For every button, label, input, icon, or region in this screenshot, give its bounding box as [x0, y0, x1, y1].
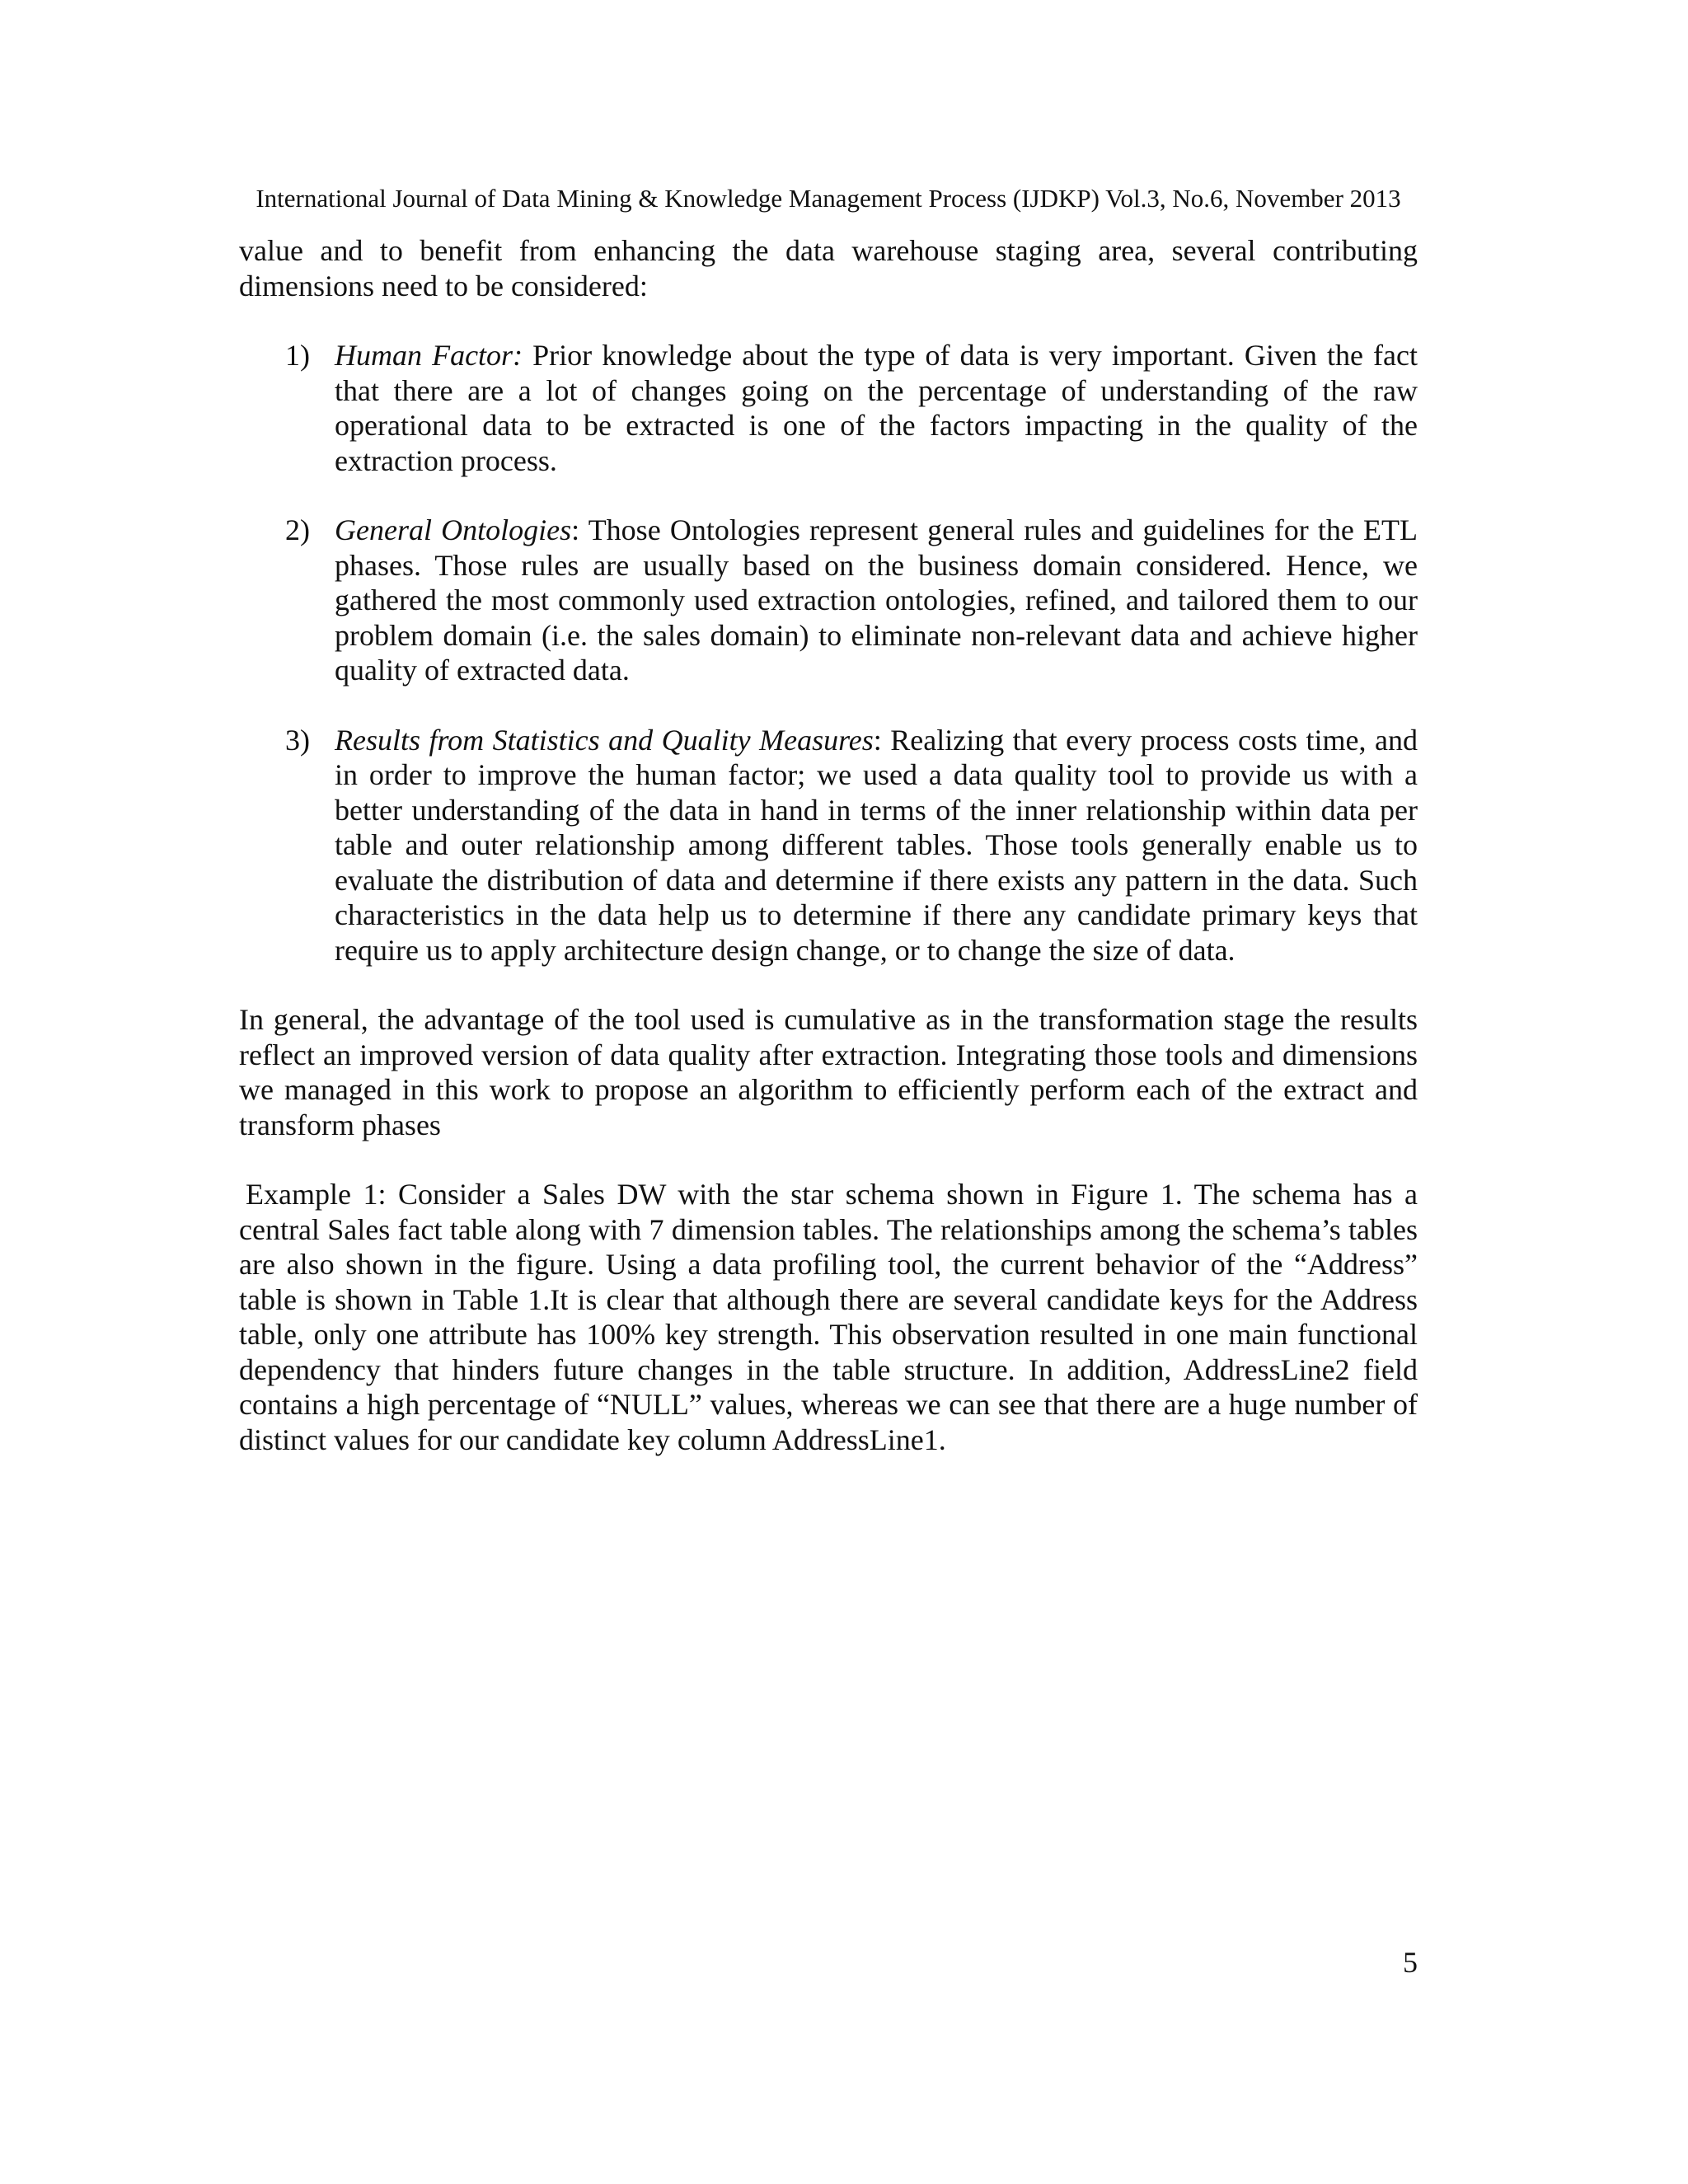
body-text: [239, 233, 1418, 1457]
running-header: International Journal of Data Mining & Knowledge Management Process (IJDKP) Vol.3, No.6, November 2013: [256, 184, 1401, 213]
paragraph-spacer: [239, 303, 1418, 338]
list-item-results-statistics: [239, 723, 1418, 968]
list-number: 3): [285, 723, 310, 757]
paragraph-spacer: [239, 1142, 1418, 1177]
paragraph-spacer: [239, 688, 1418, 723]
list-item-body: : Realizing that every process costs time, and in order to improve the human factor; we used a data quality tool to provide us with a better understanding of the data in hand in terms of the inner relationship within data per table and outer relationship among different tables. Those tools generally enable us to evaluate the distribution of data and determine if there exists any pattern in the data. Such characteristics in the data help us to determine if there any candidate primary keys that require us to apply architecture design change, or to change the size of data.: [335, 723, 1418, 967]
list-item-general-ontologies: [239, 513, 1418, 688]
list-item-human-factor: [239, 338, 1418, 478]
list-number: 1): [285, 339, 310, 372]
general-paragraph: In general, the advantage of the tool used is cumulative as in the transformation stage the results reflect an improved version of data quality after extraction. Integrating those tools and dimensions we managed in this work to propose an algorithm to efficiently perform each of the extract and transform phases: [239, 1003, 1418, 1141]
list-item-body: : Those Ontologies represent general rules and guidelines for the ETL phases. Those rules are usually based on the business domain considered. Hence, we gathered the most commonly used extraction ontologies, refined, and tailored them to our problem domain (i.e. the sales domain) to eliminate non-relevant data and achieve higher quality of extracted data.: [335, 513, 1418, 687]
paragraph-spacer: [239, 968, 1418, 1002]
intro-paragraph: value and to benefit from enhancing the data warehouse staging area, several contributing dimensions need to be considered:: [239, 234, 1418, 302]
list-item-text: [335, 723, 1418, 968]
list-item-text: [335, 338, 1418, 478]
page-number: 5: [1403, 1946, 1418, 1979]
list-number: 2): [285, 513, 310, 546]
paragraph-spacer: [239, 478, 1418, 513]
list-item-lead: Human Factor:: [335, 339, 523, 372]
example-paragraph: Example 1: Consider a Sales DW with the star schema shown in Figure 1. The schema has a central Sales fact table along with 7 dimension tables. The relationships among the schema’s tables are also shown in the figure. Using a data profiling tool, the current behavior of the “Address” table is shown in Table 1.It is clear that although there are several candidate keys for the Address table, only one attribute has 100% key strength. This observation resulted in one main functional dependency that hinders future changes in the table structure. In addition, AddressLine2 field contains a high percentage of “NULL” values, whereas we can see that there are a huge number of distinct values for our candidate key column AddressLine1.: [239, 1178, 1418, 1456]
list-item-text: [335, 513, 1418, 688]
list-item-lead: General Ontologies: [335, 513, 572, 546]
list-item-lead: Results from Statistics and Quality Measures: [335, 723, 874, 757]
list-item-body: Prior knowledge about the type of data is very important. Given the fact that there are a lot of changes going on the percentage of understanding of the raw operational data to be extracted is one of the factors impacting in the quality of the extraction process.: [335, 339, 1418, 477]
